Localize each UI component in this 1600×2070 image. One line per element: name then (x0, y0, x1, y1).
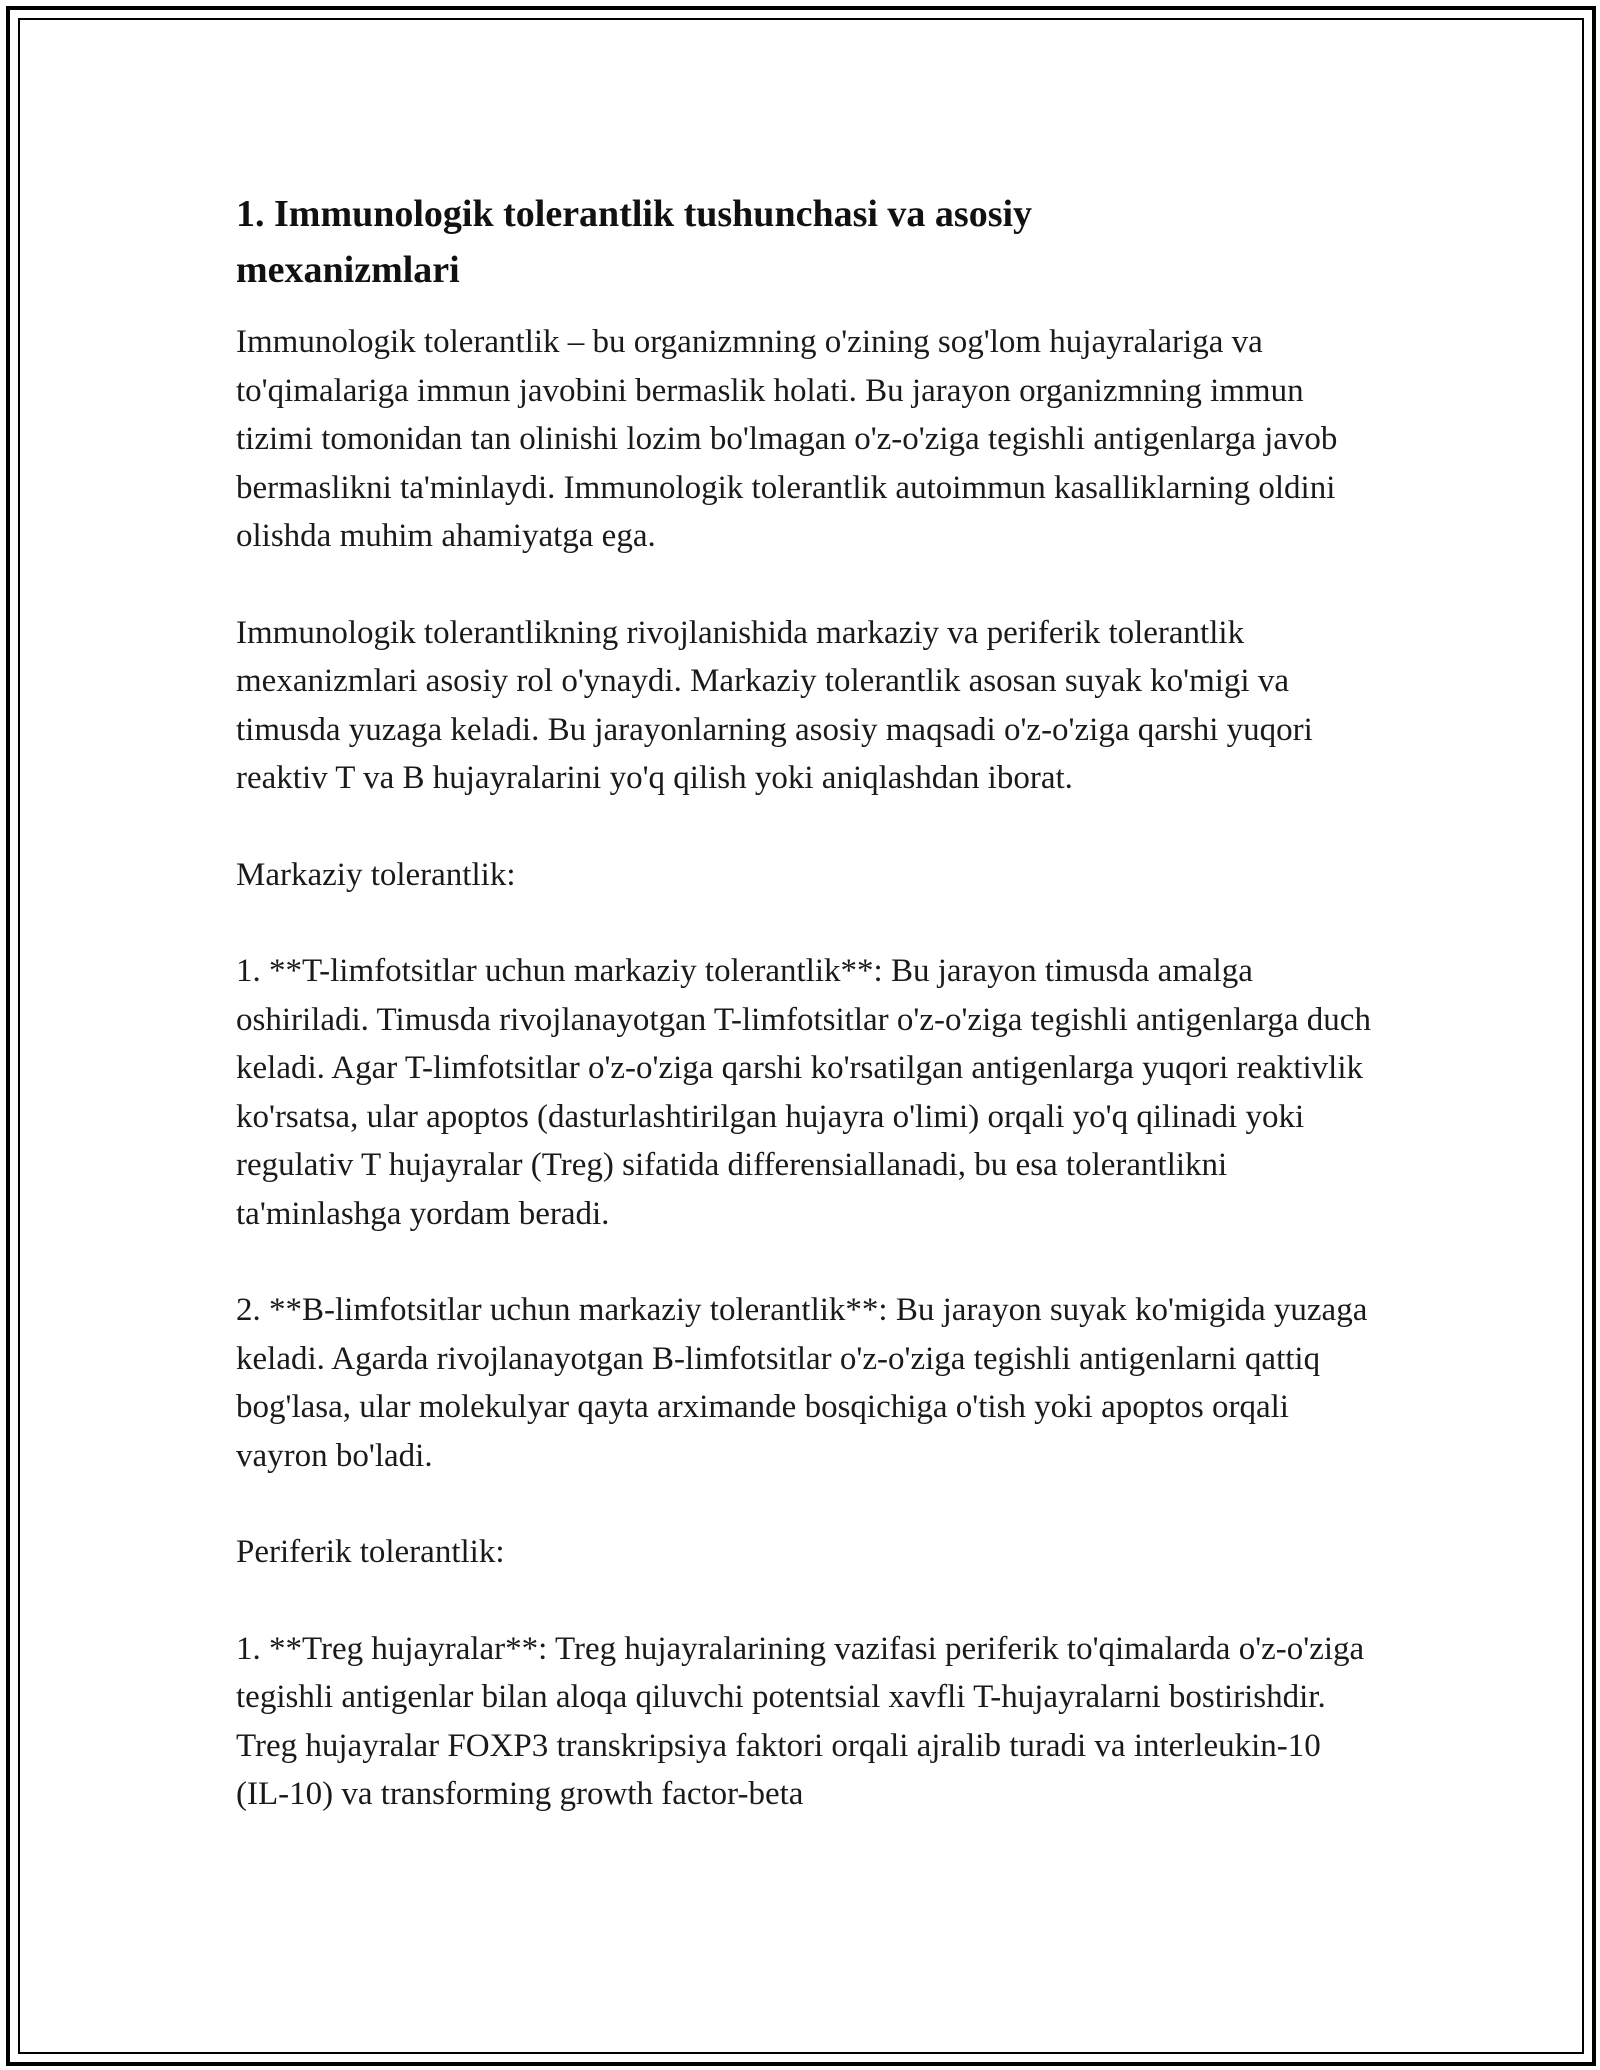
subheading-peripheral-tolerance: Periferik tolerantlik: (236, 1534, 505, 1570)
paragraph-mechanisms: Immunologik tolerantlikning rivojlanishida markaziy va periferik tolerantlik mexanizmlari asosiy rol o'ynaydi. Markaziy tolerantlik asosan suyak ko'migi va timusda yuzaga keladi. Bu jarayonlarning asosiy maqsadi o'z-o'ziga qarshi yuqori reaktiv T va B hujayralarini yo'q qilish yoki aniqlashdan iborat. (236, 614, 1313, 796)
paragraph-t-lymphocytes: 1. **T-limfotsitlar uchun markaziy tolerantlik**: Bu jarayon timusda amalga oshiriladi. Timusda rivojlanayotgan T-limfotsitlar o'z-o'ziga tegishli antigenlarga duch keladi. Agar T-limfotsitlar o'z-o'ziga qarshi ko'rsatilgan antigenlarga yuqori reaktivlik ko'rsatsa, ular apoptos (dasturlashtirilgan hujayra o'limi) orqali yo'q qilinadi yoki regulativ T hujayralar (Treg) sifatida differensiallanadi, bu esa tolerantlikni ta'minlashga yordam beradi. (236, 953, 1371, 1232)
subheading-central-tolerance: Markaziy tolerantlik: (236, 856, 516, 893)
paragraph-definition: Immunologik tolerantlik – bu organizmning o'zining sog'lom hujayralariga va to'qimalariga immun javobini bermaslik holati. Bu jarayon organizmning immun tizimi tomonidan tan olinishi lozim bo'lmagan o'z-o'ziga tegishli antigenlarga javob bermaslikni ta'minlaydi. Immunologik tolerantlik autoimmun kasalliklarning oldini olishda muhim ahamiyatga ega. (236, 324, 1338, 554)
paragraph-b-lymphocytes: 2. **B-limfotsitlar uchun markaziy tolerantlik**: Bu jarayon suyak ko'migida yuzaga keladi. Agarda rivojlanayotgan B-limfotsitlar o'z-o'ziga tegishli antigenlarni qattiq bog'lasa, ular molekulyar qayta arximande bosqichiga o'tish yoki apoptos orqali vayron bo'ladi. (236, 1292, 1368, 1474)
paragraph-treg-cells: 1. **Treg hujayralar**: Treg hujayralarining vazifasi periferik to'qimalarda o'z-o'ziga tegishli antigenlar bilan aloqa qiluvchi potentsial xavfli T-hujayralarni bostirishdir. Treg hujayralar FOXP3 transkripsiya faktori orqali ajralib turadi va interleukin-10 (IL-10) va transforming growth factor-beta (236, 1630, 1365, 1812)
section-heading: 1. Immunologik tolerantlik tushunchasi va asosiy mexanizmlari (236, 193, 1033, 291)
document-body (236, 186, 1376, 1819)
